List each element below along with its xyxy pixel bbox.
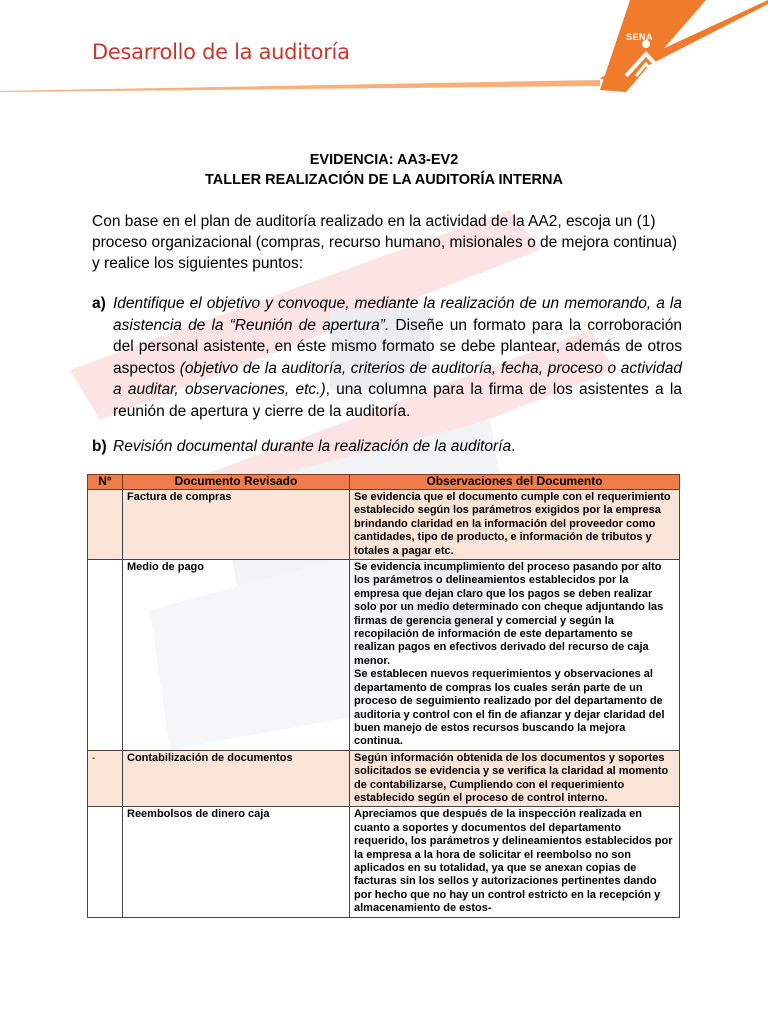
row-observation: Apreciamos que después de la inspección realizada en cuanto a soportes y documentos del departamento requerido, los parámetros y delineamientos establecidos por la empresa a la hora de solicitar el reembolso no son aplicados en su totalidad, ya que se anexan copias de facturas sin los sellos y autorizaciones pertinentes dando por hecho que no hay un control estricto en la recepción y almacenamiento de estos-	[350, 807, 680, 917]
row-observation-part-1: Se evidencia incumplimiento del proceso pasando por alto los parámetros o delineamientos establecidos por la empresa que dejan claro que los pagos se deben realizar solo por un medio determinado con cheque adjuntando las firmas de gerencia general y comercial y según la recopilación de información de este departamento se realizan pagos en efectivos derivado del recurso de caja menor.	[354, 561, 664, 667]
item-b-letter: b)	[92, 438, 107, 455]
row-number	[88, 560, 123, 751]
item-a-text	[113, 293, 682, 422]
evidence-title: EVIDENCIA: AA3-EV2	[309, 152, 459, 168]
item-a	[92, 293, 682, 422]
item-b-period: .	[511, 438, 516, 455]
intro-paragraph: Con base en el plan de auditoría realizado en la actividad de la AA2, escoja un (1) proceso organizacional (compras, recurso humano, misionales o de mejora continua) y realice los siguientes puntos:	[92, 213, 677, 272]
item-b-text	[113, 436, 682, 458]
header-title: Desarrollo de la auditoría	[92, 40, 350, 64]
row-document: Reembolsos de dinero caja	[123, 807, 350, 917]
row-observation: Según información obtenida de los documentos y soportes solicitados se evidencia y se verifica la claridad al momento de contabilizarse, Cumpliendo con el requerimiento establecido según el proceso de control interno.	[350, 750, 680, 807]
item-a-italic-1: Identifique el objetivo y convoque, mediante la realización de un memorando, a la asistencia de la “Reunión de apertura”.	[113, 295, 682, 334]
row-document: Contabilización de documentos	[123, 750, 350, 807]
item-b-italic: Revisión documental durante la realización de la auditoría	[113, 438, 512, 455]
row-number: -	[88, 750, 123, 807]
document-review-table	[87, 474, 680, 918]
row-number	[88, 490, 123, 560]
table-header-row	[88, 475, 680, 490]
sena-logo	[622, 40, 670, 80]
header-document: Documento Revisado	[123, 475, 350, 490]
sena-logo-text: SENA	[626, 32, 654, 42]
table-row	[88, 490, 680, 560]
row-observation: Se evidencia que el documento cumple con el requerimiento establecido según los parámetros exigidos por la empresa brindando claridad en la información del proveedor como cantidades, tipo de producto, e información de tributos y totales a pagar etc.	[350, 490, 680, 560]
row-document: Factura de compras	[123, 490, 350, 560]
page-header	[0, 0, 768, 100]
row-observation-part-2: Se establecen nuevos requerimientos y observaciones al departamento de compras los cuales serán parte de un proceso de seguimiento realizado por del departamento de auditoria y control con el fin de afianzar y dejar claridad del buen manejo de estos recursos buscando la mejora continua.	[354, 668, 665, 748]
item-a-text-2: , una columna para la firma de los asistentes a la reunión de apertura y cierre de la auditoría.	[113, 381, 682, 420]
header-number: N°	[88, 475, 123, 490]
header-observations: Observaciones del Documento	[350, 475, 680, 490]
table-row	[88, 750, 680, 807]
row-document: Medio de pago	[123, 560, 350, 751]
table-row	[88, 807, 680, 917]
item-b	[92, 436, 682, 458]
table-row	[88, 560, 680, 751]
row-observation	[350, 560, 680, 751]
item-a-italic-2: (objetivo de la auditoría, criterios de auditoría, fecha, proceso o actividad a auditar, observaciones, etc.)	[113, 359, 682, 398]
row-number	[88, 807, 123, 917]
workshop-title: TALLER REALIZACIÓN DE LA AUDITORÍA INTERNA	[205, 172, 563, 188]
item-a-letter: a)	[92, 295, 106, 312]
item-a-text-1: Diseñe un formato para la corroboración del personal asistente, en éste mismo formato se debe plantear, además de otros aspectos	[113, 316, 682, 377]
